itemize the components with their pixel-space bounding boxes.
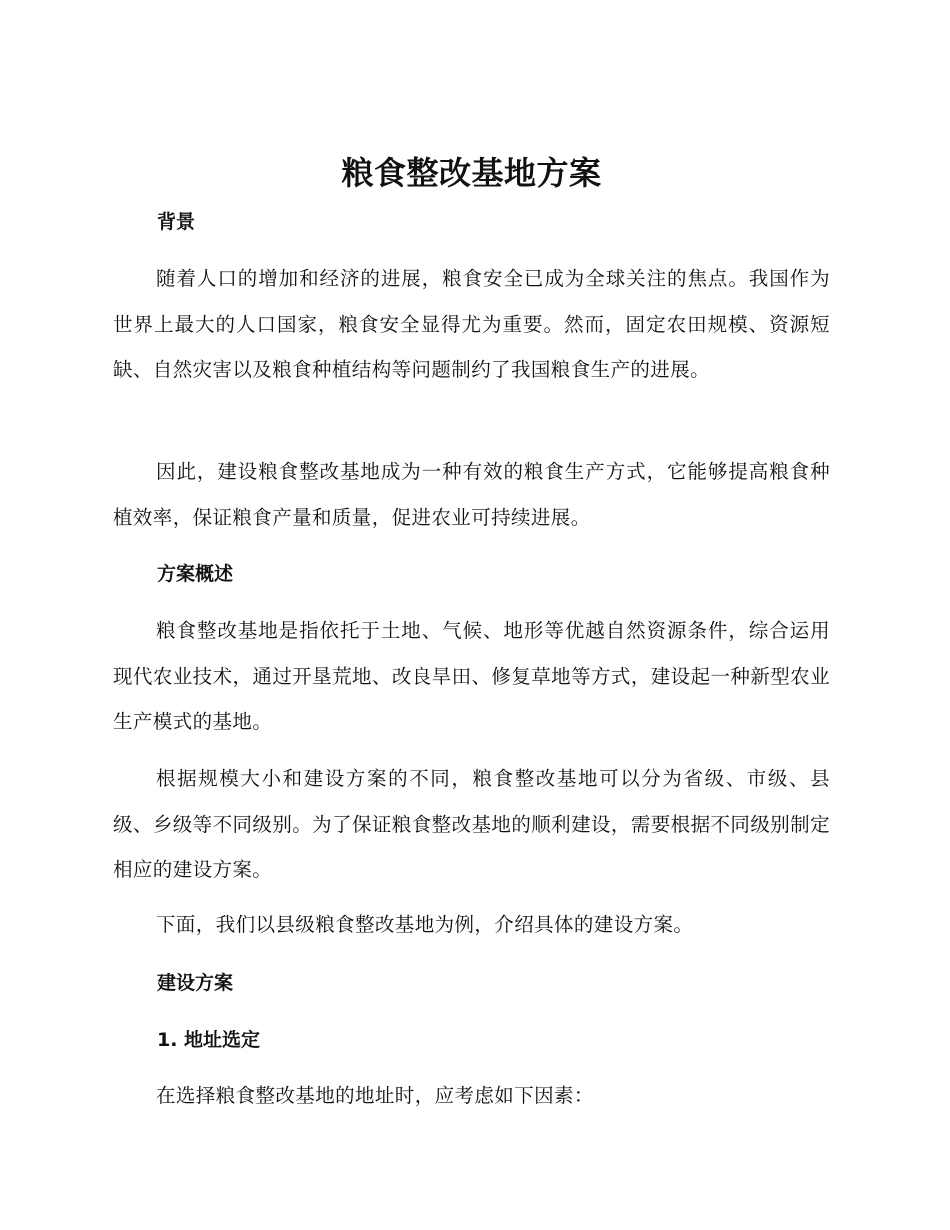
section-heading-overview: 方案概述 [157,563,234,585]
document-title: 粮食整改基地方案 [341,154,602,192]
paragraph-background-1: 随着人口的增加和经济的进展，粮食安全已成为全球关注的焦点。我国作为世界上最大的人口国家，粮食安全显得尤为重要。然而，固定农田规模、资源短缺、自然灾害以及粮食种植结构等问题制约了我国粮食生产的进展。 [113,267,830,381]
paragraph-overview-3: 下面，我们以县级粮食整改基地为例，介绍具体的建设方案。 [156,913,694,936]
section-heading-plan: 建设方案 [157,972,234,994]
paragraph-background-2: 因此，建设粮食整改基地成为一种有效的粮食生产方式，它能够提高粮食种植效率，保证粮食产量和质量，促进农业可持续进展。 [113,460,830,529]
paragraph-plan-1: 在选择粮食整改基地的地址时，应考虑如下因素： [156,1084,594,1107]
section-heading-background: 背景 [157,211,196,233]
paragraph-overview-1: 粮食整改基地是指依托于土地、气候、地形等优越自然资源条件，综合运用现代农业技术，通过开垦荒地、改良旱田、修复草地等方式，建设起一种新型农业生产模式的基地。 [113,619,830,733]
subheading-site-selection: 1. 地址选定 [157,1029,261,1051]
paragraph-overview-2: 根据规模大小和建设方案的不同，粮食整改基地可以分为省级、市级、县级、乡级等不同级别。为了保证粮食整改基地的顺利建设，需要根据不同级别制定相应的建设方案。 [113,767,830,881]
